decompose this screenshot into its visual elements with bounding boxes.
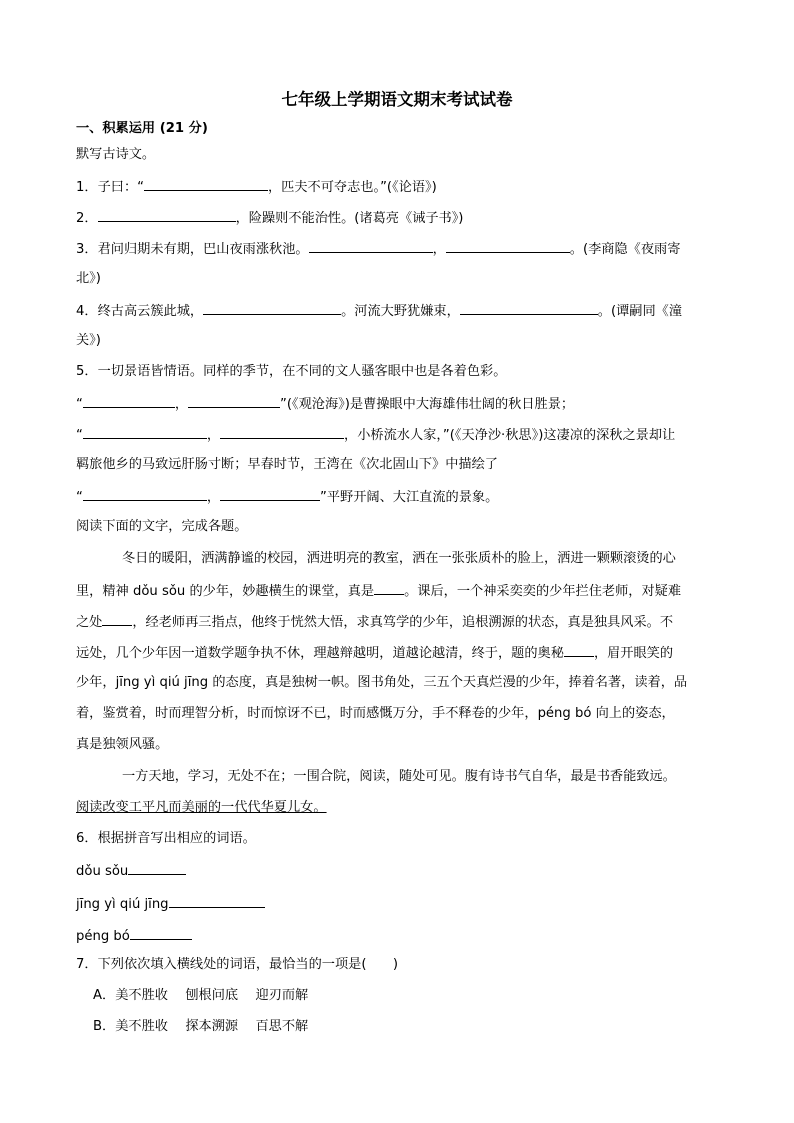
answer-blank[interactable] xyxy=(374,580,404,595)
answer-blank[interactable] xyxy=(83,486,207,501)
answer-blank[interactable] xyxy=(220,424,344,439)
question-5: 5．一切景语皆情语。同样的季节，在不同的文人骚客眼中也是各着色彩。 xyxy=(76,364,507,379)
pinyin-item: dǒu sǒu xyxy=(76,860,186,882)
answer-blank[interactable] xyxy=(220,486,320,501)
question-4-cont: 关》) xyxy=(76,333,101,348)
question-2: 2． ，险躁则不能治性。(诸葛亮《诫子书》) xyxy=(76,207,463,229)
instruction: 默写古诗文。 xyxy=(76,147,156,162)
question-7: 7．下列依次填入横线处的词语，最恰当的一项是( ) xyxy=(76,957,398,972)
section-heading: 一、积累运用 (21 分) xyxy=(76,121,208,136)
answer-blank[interactable] xyxy=(203,300,341,315)
answer-blank[interactable] xyxy=(460,300,598,315)
answer-blank[interactable] xyxy=(98,207,236,222)
passage-line: 远处，几个少年因一道数学题争执不休，理越辩越明，道越论越清，终于，题的奥秘 ，眉开眼笑的 xyxy=(76,642,673,664)
question-5-line-1: “ ， ”(《观沧海》)是曹操眼中大海雄伟壮阔的秋日胜景； xyxy=(76,393,574,415)
answer-blank[interactable] xyxy=(564,642,594,657)
passage-line: 着，鉴赏着，时而理智分析，时而惊讶不已，时而感慨万分，手不释卷的少年，péng bó 向上的姿态， xyxy=(76,706,675,721)
passage-line: 冬日的暖阳，洒满静谧的校园，洒进明亮的教室，洒在一张张质朴的脸上，洒进一颗颗滚烫的心 xyxy=(122,551,676,566)
answer-blank[interactable] xyxy=(128,860,186,875)
question-5-line-3: 羁旅他乡的马致远肝肠寸断；早春时节，王湾在《次北固山下》中描绘了 xyxy=(76,457,498,472)
answer-blank[interactable] xyxy=(83,393,175,408)
question-5-line-2: “ ， ，小桥流水人家，”(《天净沙·秋思》)这凄凉的深秋之景却让 xyxy=(76,424,675,446)
pinyin: jīng yì qiú jīng xyxy=(115,675,209,690)
answer-blank[interactable] xyxy=(130,925,192,940)
question-4: 4．终古高云簇此城， 。河流大野犹嫌束， 。(谭嗣同《潼 xyxy=(76,300,682,322)
answer-blank[interactable] xyxy=(309,238,433,253)
answer-blank[interactable] xyxy=(102,611,132,626)
option-a[interactable]: A．美不胜收 刨根问底 迎刃而解 xyxy=(93,988,309,1003)
reading-instruction: 阅读下面的文字，完成各题。 xyxy=(76,519,248,534)
answer-blank[interactable] xyxy=(188,393,280,408)
passage-line: 少年，jīng yì qiú jīng 的态度，真是独树一帜。图书角处，三五个天真烂漫的少年，捧着名著，读着，品 xyxy=(76,675,688,690)
option-b[interactable]: B．美不胜收 探本溯源 百思不解 xyxy=(93,1019,309,1034)
answer-blank[interactable] xyxy=(446,238,570,253)
question-3-cont: 北》) xyxy=(76,271,101,286)
question-3: 3．君问归期未有期，巴山夜雨涨秋池。 ， 。(李商隐《夜雨寄 xyxy=(76,238,680,260)
question-1: 1．子曰：“ ，匹夫不可夺志也。”(《论语》) xyxy=(76,176,437,198)
passage-line-underlined: 阅读改变工平凡而美丽的一代代华夏儿女。 xyxy=(76,800,327,815)
answer-blank[interactable] xyxy=(169,893,265,908)
question-5-line-4: “ ， ”平野开阔、大江直流的景象。 xyxy=(76,486,498,508)
pinyin-item: péng bó xyxy=(76,925,192,947)
passage-line: 之处 ，经老师再三指点，他终于恍然大悟，求真笃学的少年，追根溯源的状态，真是独具风采。不 xyxy=(76,611,673,633)
pinyin: péng bó xyxy=(537,706,592,721)
page-title: 七年级上学期语文期末考试试卷 xyxy=(281,90,513,109)
answer-blank[interactable] xyxy=(144,176,268,191)
pinyin-item: jīng yì qiú jīng xyxy=(76,893,265,915)
passage-line: 真是独领风骚。 xyxy=(76,737,169,752)
pinyin: dǒu sǒu xyxy=(132,584,186,599)
passage-line: 里，精神 dǒu sǒu 的少年，妙趣横生的课堂，真是 。课后，一个神采奕奕的少年拦住老师，对疑难 xyxy=(76,580,681,602)
answer-blank[interactable] xyxy=(83,424,207,439)
passage-line: 一方天地，学习，无处不在；一围合院，阅读，随处可见。腹有诗书气自华，最是书香能致远。 xyxy=(122,769,676,784)
question-6: 6．根据拼音写出相应的词语。 xyxy=(76,831,256,846)
